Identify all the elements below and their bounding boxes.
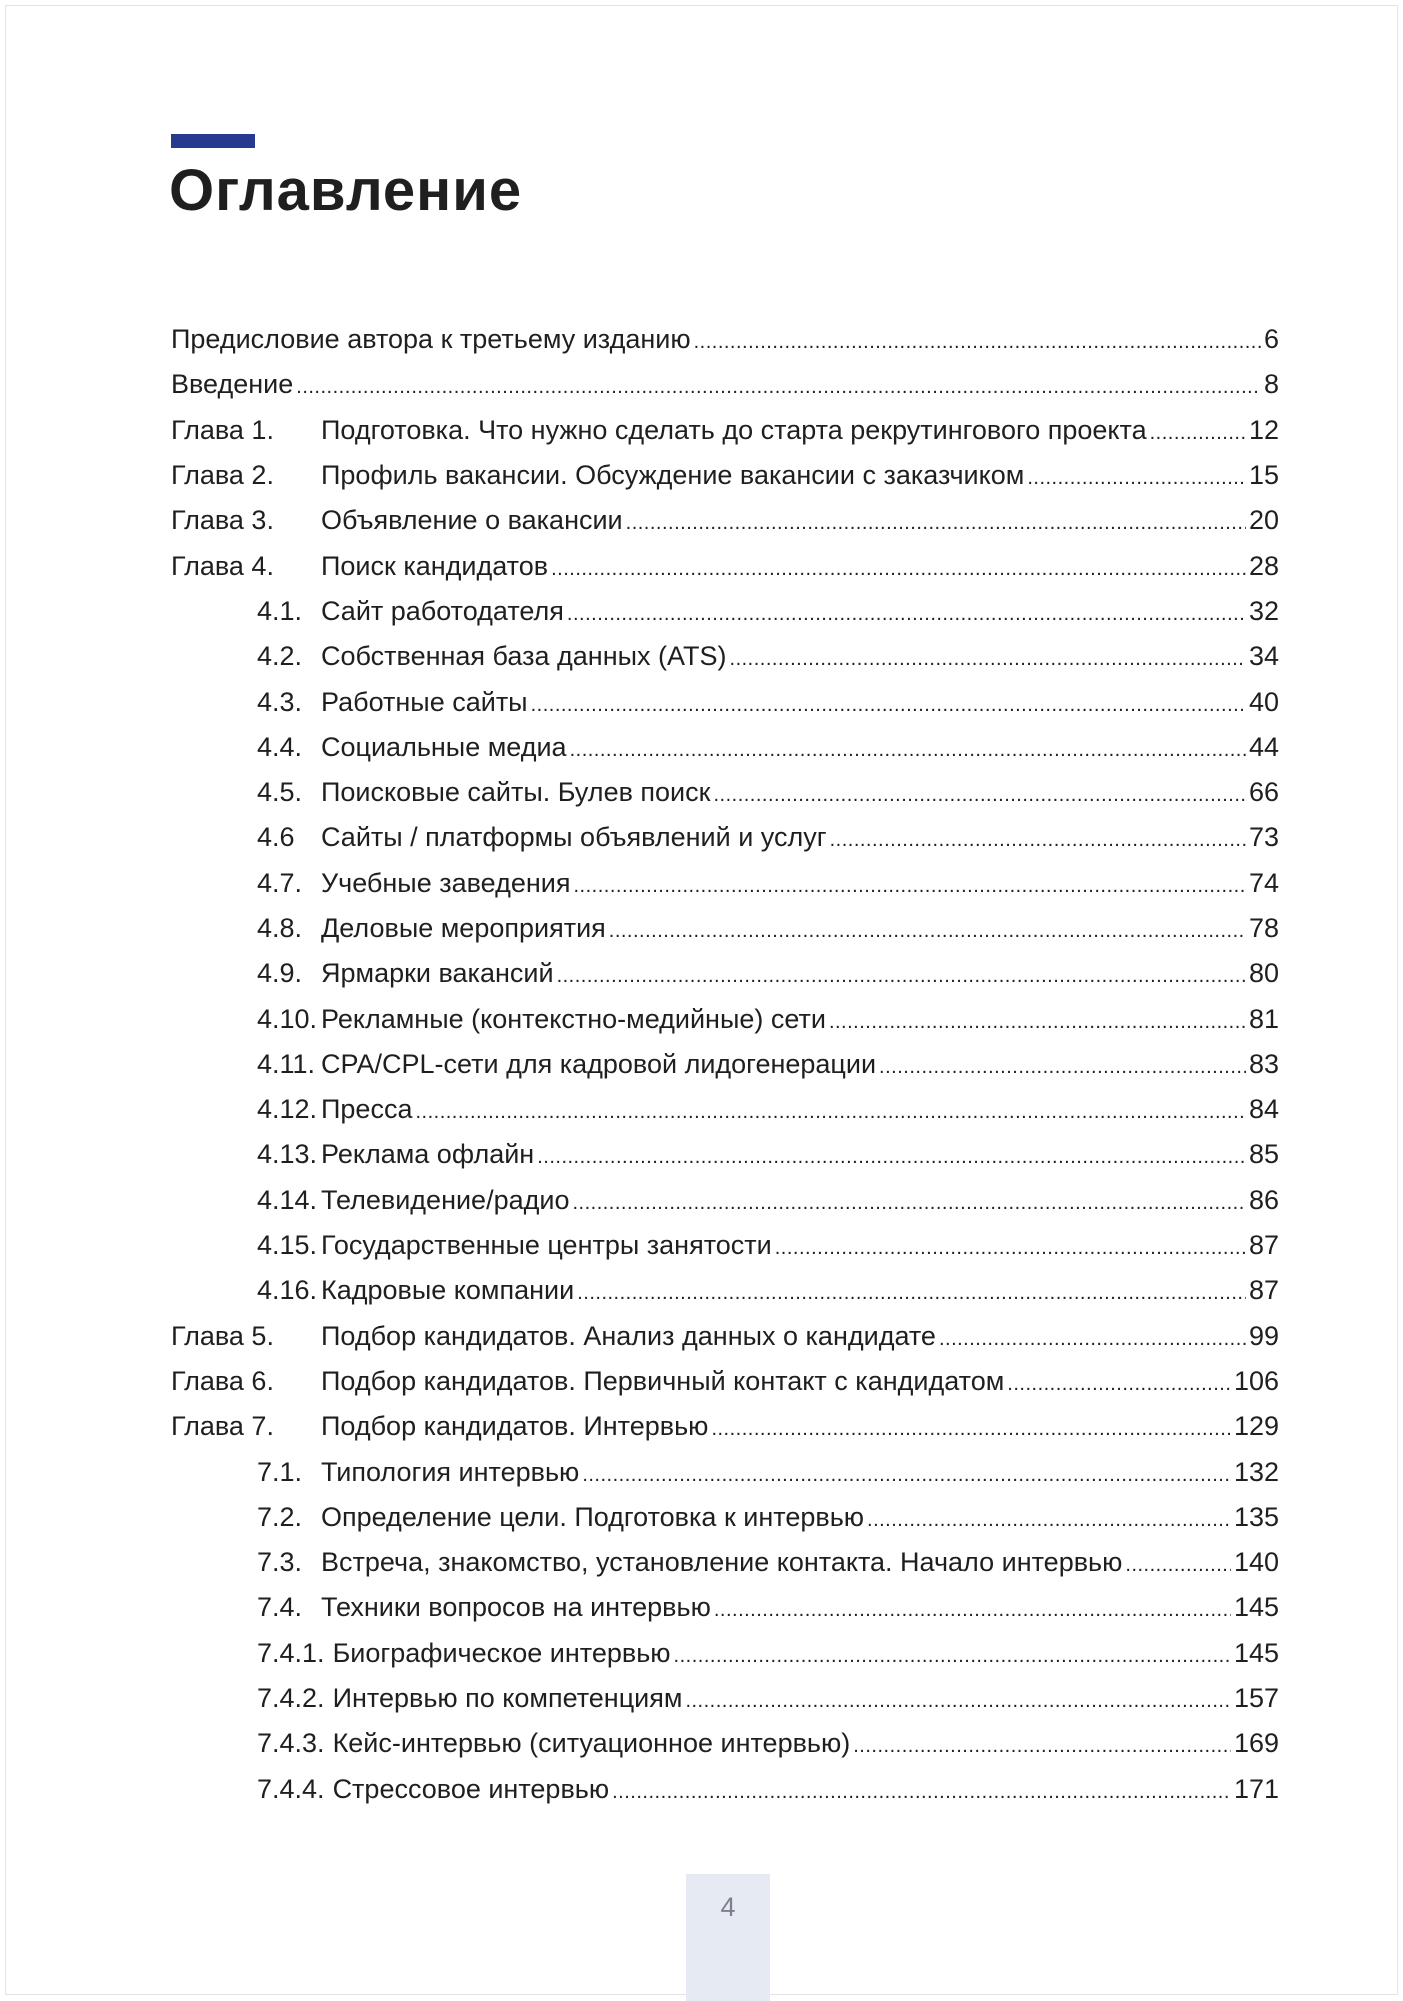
- toc-entry-page: 106: [1233, 1365, 1279, 1396]
- dot-leader: [626, 507, 1246, 534]
- toc-entry[interactable]: [171, 815, 1279, 860]
- toc-entry-page: 83: [1248, 1048, 1279, 1079]
- dot-leader: [853, 1730, 1231, 1757]
- toc-entry-number: Глава 7.: [171, 1411, 274, 1442]
- toc-entry-title: Стрессовое интервью: [332, 1773, 610, 1804]
- toc-entry-number: 4.10.: [257, 1003, 318, 1034]
- dot-leader: [612, 1776, 1231, 1803]
- toc-entry-page: 87: [1248, 1230, 1279, 1261]
- toc-entry-title: Типология интервью: [321, 1456, 580, 1487]
- dot-leader: [415, 1096, 1245, 1123]
- dot-leader: [714, 1594, 1231, 1621]
- toc-entry-number: Глава 1.: [171, 414, 274, 445]
- toc-entry-title: Работные сайты: [321, 686, 528, 717]
- toc-entry[interactable]: [171, 543, 1279, 588]
- toc-entry-number: 7.2.: [257, 1501, 303, 1532]
- toc-entry-number: 4.9.: [257, 958, 303, 989]
- toc-entry-page: 15: [1248, 460, 1279, 491]
- dot-leader: [582, 1459, 1231, 1486]
- toc-entry-page: 20: [1248, 505, 1279, 536]
- toc-entry-page: 81: [1248, 1003, 1279, 1034]
- dot-leader: [296, 371, 1261, 398]
- dot-leader: [830, 824, 1246, 851]
- toc-entry[interactable]: [171, 1314, 1279, 1359]
- dot-leader: [939, 1323, 1246, 1350]
- toc-entry-page: 40: [1248, 686, 1279, 717]
- toc-entry-page: 169: [1233, 1728, 1279, 1759]
- toc-entry-title: Интервью по компетенциям: [332, 1683, 683, 1714]
- toc-entry[interactable]: [171, 362, 1279, 407]
- toc-entry-title: Объявление о вакансии: [321, 505, 623, 536]
- toc-entry-number: 7.4.1.: [257, 1637, 325, 1668]
- toc-entry[interactable]: [171, 679, 1279, 724]
- toc-entry-title: Поисковые сайты. Булев поиск: [321, 777, 711, 808]
- toc-entry-number: Глава 6.: [171, 1365, 274, 1396]
- toc-entry-number: 4.13.: [257, 1139, 318, 1170]
- toc-entry-number: 4.8.: [257, 913, 303, 943]
- toc-entry-page: 74: [1248, 867, 1279, 898]
- toc-entry-number: 7.4.: [257, 1592, 303, 1623]
- toc-entry-page: 85: [1248, 1139, 1279, 1170]
- toc-entry[interactable]: [171, 1223, 1279, 1268]
- toc-entry[interactable]: [171, 1540, 1279, 1585]
- toc-entry-title: Деловые мероприятия: [321, 913, 606, 943]
- toc-entry-number: 4.6: [257, 822, 295, 853]
- toc-entry-page: 157: [1233, 1683, 1279, 1714]
- toc-entry-title: Техники вопросов на интервью: [321, 1592, 711, 1623]
- dot-leader: [531, 689, 1246, 716]
- toc-entry-page: 99: [1248, 1320, 1279, 1351]
- toc-entry-page: 12: [1248, 414, 1279, 445]
- dot-leader: [829, 1006, 1246, 1033]
- page-number-tab: [686, 1874, 770, 2001]
- page-title: Оглавление: [169, 158, 523, 223]
- toc-entry-title: Пресса: [321, 1094, 413, 1125]
- toc-entry-title: Социальные медиа: [321, 731, 567, 762]
- toc-entry-number: 4.11.: [257, 1048, 316, 1079]
- toc-entry[interactable]: [171, 996, 1279, 1041]
- dot-leader: [567, 598, 1246, 625]
- toc-entry-number: 4.5.: [257, 777, 303, 808]
- toc-entry-number: 4.7.: [257, 867, 303, 898]
- toc-entry-page: 145: [1233, 1592, 1279, 1623]
- toc-entry[interactable]: [171, 1449, 1279, 1494]
- toc-entry-page: 66: [1248, 777, 1279, 808]
- toc-entry-page: 28: [1248, 550, 1279, 581]
- dot-leader: [674, 1640, 1231, 1667]
- dot-leader: [775, 1232, 1246, 1259]
- toc-entry-page: 132: [1233, 1456, 1279, 1487]
- toc-entry-page: 135: [1233, 1501, 1279, 1532]
- dot-leader: [1027, 462, 1246, 489]
- toc-entry-page: 171: [1233, 1773, 1279, 1804]
- toc-entry[interactable]: [171, 1268, 1279, 1313]
- toc-entry-page: 6: [1263, 324, 1279, 355]
- toc-entry-number: Глава 4.: [171, 550, 274, 581]
- dot-leader: [577, 1277, 1246, 1304]
- dot-leader: [694, 326, 1261, 353]
- dot-leader: [685, 1685, 1231, 1712]
- toc-entry[interactable]: [171, 951, 1279, 996]
- toc-entry-title: Поиск кандидатов: [321, 550, 549, 581]
- toc-entry-number: 4.16.: [257, 1275, 318, 1306]
- dot-leader: [1007, 1368, 1231, 1395]
- toc-entry[interactable]: [171, 1132, 1279, 1177]
- toc-entry-title: Учебные заведения: [321, 867, 571, 898]
- toc-entry[interactable]: [171, 1676, 1279, 1721]
- toc-entry[interactable]: [171, 861, 1279, 906]
- toc-entry-title: Подбор кандидатов. Анализ данных о кандидате: [321, 1320, 936, 1351]
- toc-entry-page: 145: [1233, 1637, 1279, 1668]
- toc-entry-page: 129: [1233, 1411, 1279, 1442]
- dot-leader: [572, 1187, 1245, 1214]
- toc-entry-title: Подбор кандидатов. Первичный контакт с кандидатом: [321, 1365, 1005, 1396]
- toc-entry-title: Рекламные (контекстно-медийные) сети: [321, 1003, 826, 1034]
- toc-entry-number: 4.1.: [257, 595, 303, 626]
- toc-entry-number: 4.3.: [257, 686, 303, 717]
- toc-entry[interactable]: [171, 770, 1279, 815]
- toc-entry-number: 7.1.: [257, 1456, 303, 1487]
- toc-entry-number: 7.4.2.: [257, 1683, 325, 1714]
- toc-entry[interactable]: [171, 317, 1279, 362]
- toc-entry-number: 7.3.: [257, 1547, 303, 1578]
- toc-entry-number: 4.2.: [257, 641, 303, 672]
- toc-entry-page: 34: [1248, 641, 1279, 672]
- toc-entry-number: Глава 3.: [171, 505, 274, 536]
- toc-entry[interactable]: [171, 1631, 1279, 1676]
- toc-entry[interactable]: [171, 725, 1279, 770]
- dot-leader: [551, 553, 1246, 580]
- toc-entry[interactable]: [171, 1767, 1279, 1812]
- toc-entry[interactable]: [171, 1404, 1279, 1449]
- accent-bar: [171, 134, 255, 148]
- dot-leader: [573, 870, 1245, 897]
- toc-entry[interactable]: [171, 1042, 1279, 1087]
- toc-entry-title: Государственные центры занятости: [321, 1230, 772, 1261]
- dot-leader: [713, 779, 1245, 806]
- toc-entry-title: Определение цели. Подготовка к интервью: [321, 1501, 865, 1532]
- toc-entry-title: Собственная база данных (ATS): [321, 641, 727, 672]
- toc-entry-page: 32: [1248, 595, 1279, 626]
- toc-entry-number: 4.14.: [257, 1184, 318, 1215]
- toc-entry-page: 78: [1248, 913, 1279, 943]
- toc-entry-title: Сайт работодателя: [321, 595, 564, 626]
- toc-entry-page: 84: [1248, 1094, 1279, 1125]
- toc-entry[interactable]: [171, 1178, 1279, 1223]
- toc-entry-page: 8: [1263, 369, 1279, 400]
- toc-entry[interactable]: [171, 453, 1279, 498]
- toc-entry-title: Предисловие автора к третьему изданию: [171, 324, 691, 355]
- toc-entry-number: 4.15.: [257, 1230, 318, 1261]
- table-of-contents: [171, 317, 1279, 1812]
- toc-entry-title: Профиль вакансии. Обсуждение вакансии с заказчиком: [321, 460, 1025, 491]
- toc-entry[interactable]: [171, 1087, 1279, 1132]
- dot-leader: [867, 1504, 1231, 1531]
- toc-entry-title: Биографическое интервью: [332, 1637, 671, 1668]
- toc-entry-title: Телевидение/радио: [321, 1184, 570, 1215]
- toc-entry[interactable]: [171, 1721, 1279, 1766]
- toc-entry-number: 7.4.4.: [257, 1773, 325, 1804]
- document-page: [5, 5, 1398, 1995]
- toc-entry-title: Ярмарки вакансий: [321, 958, 554, 989]
- toc-entry[interactable]: [171, 498, 1279, 543]
- dot-leader: [1150, 417, 1246, 444]
- toc-entry-page: 87: [1248, 1275, 1279, 1306]
- dot-leader: [711, 1413, 1231, 1440]
- toc-entry-page: 140: [1233, 1547, 1279, 1578]
- dot-leader: [730, 643, 1246, 670]
- toc-entry-page: 73: [1248, 822, 1279, 853]
- toc-entry-number: 4.12.: [257, 1094, 318, 1125]
- toc-entry[interactable]: [171, 1495, 1279, 1540]
- toc-entry-number: 4.4.: [257, 731, 303, 762]
- toc-entry-page: 80: [1248, 958, 1279, 989]
- toc-entry-title: CPA/CPL-сети для кадровой лидогенерации: [321, 1048, 877, 1079]
- page-number: 4: [720, 1892, 736, 1922]
- toc-entry[interactable]: [171, 589, 1279, 634]
- toc-entry-page: 86: [1248, 1184, 1279, 1215]
- toc-entry-page: 44: [1248, 731, 1279, 762]
- toc-entry-title: Введение: [171, 369, 294, 400]
- dot-leader: [570, 734, 1246, 761]
- toc-entry-title: Реклама офлайн: [321, 1139, 535, 1170]
- dot-leader: [1125, 1549, 1231, 1576]
- toc-entry-title: Кейс-интервью (ситуационное интервью): [332, 1728, 851, 1759]
- dot-leader: [557, 960, 1246, 987]
- toc-entry-number: 7.4.3.: [257, 1728, 325, 1759]
- toc-entry[interactable]: [171, 408, 1279, 453]
- toc-entry[interactable]: [171, 634, 1279, 679]
- toc-entry[interactable]: [171, 1585, 1279, 1630]
- toc-entry-title: Подбор кандидатов. Интервью: [321, 1411, 709, 1442]
- toc-entry-title: Встреча, знакомство, установление контакта. Начало интервью: [321, 1547, 1123, 1578]
- toc-entry[interactable]: [171, 906, 1279, 951]
- dot-leader: [537, 1141, 1246, 1168]
- toc-entry-title: Кадровые компании: [321, 1275, 575, 1306]
- toc-entry[interactable]: [171, 1359, 1279, 1404]
- toc-entry-number: Глава 2.: [171, 460, 274, 491]
- dot-leader: [609, 915, 1246, 942]
- toc-entry-title: Подготовка. Что нужно сделать до старта рекрутингового проекта: [321, 414, 1147, 445]
- toc-entry-number: Глава 5.: [171, 1320, 274, 1351]
- dot-leader: [879, 1051, 1246, 1078]
- toc-entry-title: Сайты / платформы объявлений и услуг: [321, 822, 827, 853]
